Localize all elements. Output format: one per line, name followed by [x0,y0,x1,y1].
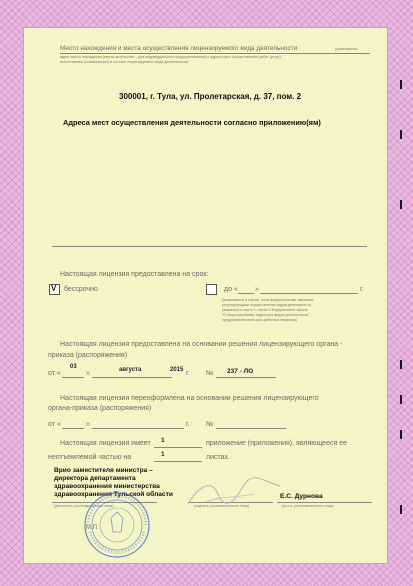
appendix-suffix: приложение (приложения), являющееся ее [206,440,347,447]
basis-number-line [216,377,276,378]
signer-position: здравоохранения Тульской области [54,491,173,498]
edge-mark [400,360,402,369]
reissue-line: органа-приказа (распоряжения) [48,405,152,412]
basis-date-prefix: от « [48,370,61,377]
term-note-line: регулирующими осуществление видов деятельности, [222,303,312,307]
appendix-sheets-line [154,461,202,462]
header-note-start: (указываются [335,47,358,51]
rule [52,246,367,247]
appendix-count-line [154,447,202,448]
edge-mark [400,430,402,439]
seal-place-label: М.П. [86,525,99,531]
appendix-sheets-suffix: листах. [206,454,230,461]
appendix-count: 1 [161,437,165,444]
basis-number: 237 - ЛО [227,368,254,375]
term-note-line: (указывается в случае, если федеральными законами, [222,298,314,302]
quote-close: » [255,286,259,293]
signer-position: директора департамента [54,475,136,482]
handwritten-signature [184,476,284,510]
term-date-checkbox [206,284,217,295]
reissue-date-prefix: от « [48,421,61,428]
basis-day-line [62,377,84,378]
official-seal [82,490,152,560]
signer-position: Врио заместителя министра – [54,467,153,474]
signer-position: здравоохранения министерства [54,483,160,490]
basis-line: Настоящая лицензия предоставлена на основании решения лицензирующего органа - [60,341,343,348]
term-note-line: "О лицензировании отдельных видов деятельности", [222,313,311,317]
edge-mark [400,395,402,404]
header-line: Место нахождения и места осуществления лицензируемого вида деятельности [60,45,298,52]
reissue-number-line [216,428,286,429]
number-label: № [206,370,214,377]
indefinite-checkbox [49,284,60,295]
signer-name: Е.С. Дурнова [280,493,323,500]
term-until-prefix: до « [224,286,238,293]
edge-mark [400,80,402,89]
basis-line: приказа (распоряжения) [48,352,128,359]
basis-month-line [92,377,172,378]
reissue-date-line [92,428,184,429]
quote-close: » [86,370,90,377]
edge-mark [400,130,402,139]
edge-mark [400,505,402,514]
edge-mark [400,200,402,209]
main-address: 300001, г. Тула, ул. Пролетарская, д. 37, пом. 2 [119,92,302,101]
reissue-day-line [62,428,84,429]
appendix-sheets: 1 [161,451,165,458]
caption-name: (ф.и.о. уполномоченного лица) [282,504,334,508]
caption-position: (должность уполномоченного лица) [54,504,114,508]
year-suffix: г. [186,370,190,377]
quote-close: » [86,421,90,428]
year-suffix: г. [186,421,190,428]
basis-day: 03 [70,364,77,370]
caption-signature: (подпись уполномоченного лица) [194,504,250,508]
term-note-line: предусмотрен иной срок действия лицензии) [222,318,298,322]
check-mark: V [51,284,57,293]
term-day-line [238,293,254,294]
year-suffix: г. [360,286,364,293]
indefinite-label: бессрочно [64,286,98,293]
term-intro: Настоящая лицензия предоставлена на срок: [60,271,209,278]
appendix-prefix: Настоящая лицензия имеет [60,440,151,447]
header-note-line: адрес места нахождения (места жительства – для индивидуального предпринимателя) и адреса мест осуществления работ (услуг), [60,55,282,59]
appendix-prefix: неотъемлемой частью на [48,454,132,461]
activity-addresses: Адреса мест осуществления деятельности согласно приложению(ям) [63,118,321,127]
name-line [277,502,372,503]
header-note-line: выполняемых (оказываемых) в составе лицензируемого вида деятельности) [60,60,189,64]
number-label: № [206,421,214,428]
reissue-line: Настоящая лицензия переоформлена на основании решения лицензирующего [60,395,319,402]
term-date-line [260,293,358,294]
rule [60,53,370,54]
basis-year: 2015 [170,367,184,373]
basis-month: августа [119,367,142,373]
term-note-line: указанных в части 4 статьи 1 Федерального закона [222,308,308,312]
license-inner-field [24,28,387,563]
